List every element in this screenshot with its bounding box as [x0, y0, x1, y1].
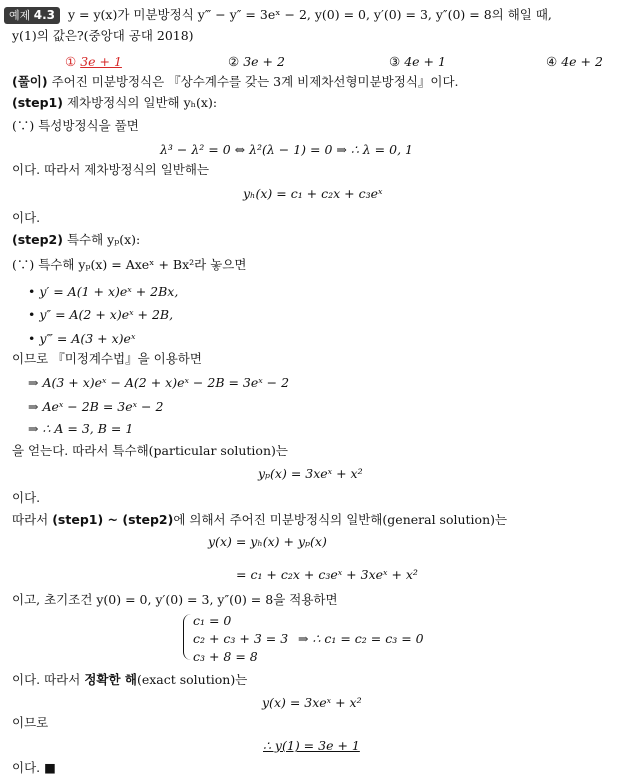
general-intro-a: 따라서: [12, 512, 49, 527]
general-intro: [12, 511, 507, 529]
step1-conclusion: 이다. 따라서 제차방정식의 일반해는: [12, 162, 210, 177]
exact-intro-a: 이다. 따라서: [12, 672, 81, 687]
choice-2-text: 3e + 2: [243, 54, 285, 69]
exact-intro-bold: 정확한 해: [84, 672, 137, 687]
initial-conditions: 이고, 초기조건 y(0) = 0, y′(0) = 3, y″(0) = 8을 적용하면: [12, 592, 338, 607]
step1-reason: (∵) 특성방정식을 풀면: [12, 118, 139, 133]
choice-4[interactable]: [546, 53, 603, 71]
choice-3[interactable]: [389, 53, 446, 71]
step1-label: (step1): [12, 95, 63, 110]
choice-3-mark: ③: [389, 54, 401, 69]
bullet-third-derivative: • y‴ = A(3 + x)eˣ: [28, 331, 136, 346]
bullet-second-text: y″ = A(2 + x)eˣ + 2B,: [39, 307, 174, 322]
choice-2[interactable]: [228, 53, 285, 71]
step2-end: 이다.: [12, 490, 41, 505]
solution-intro: [12, 73, 459, 91]
question-line-2: y(1)의 값은?(중앙대 공대 2018): [12, 28, 194, 43]
therefore-text: 이므로: [12, 715, 49, 730]
badge-number: 4.3: [33, 8, 56, 22]
solution-label: (풀이): [12, 74, 48, 89]
general-solution-line-2: = c₁ + c₂x + c₃eˣ + 3xeˣ + x²: [236, 567, 418, 582]
particular-intro: 을 얻는다. 따라서 특수해(particular solution)는: [12, 443, 288, 458]
general-solution-line-1: y(x) = yₕ(x) + yₚ(x): [208, 534, 327, 549]
example-badge: [4, 7, 60, 24]
system-result: ⇒ ∴ c₁ = c₂ = c₃ = 0: [298, 631, 424, 646]
choice-1-mark: ①: [65, 54, 77, 69]
exact-intro: [12, 671, 247, 689]
final-answer: ∴ y(1) = 3e + 1: [263, 738, 360, 753]
derivation-step-1: ⇒ A(3 + x)eˣ − A(2 + x)eˣ − 2B = 3eˣ − 2: [28, 375, 290, 390]
choice-3-text: 4e + 1: [404, 54, 446, 69]
general-intro-steps: (step1) ~ (step2): [52, 512, 174, 527]
derivation-step-3: ⇒ ∴ A = 3, B = 1: [28, 421, 134, 436]
system-eq-1: c₁ = 0: [193, 613, 232, 628]
step1-title: 제차방정식의 일반해 yₕ(x):: [66, 95, 218, 110]
system-brace: [183, 614, 192, 660]
homogeneous-solution: yₕ(x) = c₁ + c₂x + c₃eˣ: [243, 186, 383, 201]
choice-1[interactable]: [65, 53, 122, 71]
step2-heading: [12, 231, 140, 249]
bullet-first-text: y′ = A(1 + x)eˣ + 2Bx,: [39, 284, 179, 299]
undetermined-coefficients: 이므로 『미정계수법』을 이용하면: [12, 351, 202, 366]
step1-heading: [12, 94, 217, 112]
question-line-1: y = y(x)가 미분방정식 y‴ − y″ = 3eˣ − 2, y(0) = 0, y′(0) = 3, y″(0) = 8의 해일 때,: [68, 7, 552, 22]
step2-reason: (∵) 특수해 yₚ(x) = Axeˣ + Bx²라 놓으면: [12, 257, 247, 272]
exact-solution: y(x) = 3xeˣ + x²: [262, 695, 362, 710]
derivation-step-2: ⇒ Aeˣ − 2B = 3eˣ − 2: [28, 399, 164, 414]
step2-title: 특수해 yₚ(x):: [66, 232, 141, 247]
end-mark: 이다. ■: [12, 760, 56, 775]
system-eq-2: c₂ + c₃ + 3 = 3: [193, 631, 289, 646]
solution-intro-text: 주어진 미분방정식은 『상수계수를 갖는 3계 비제차선형미분방정식』이다.: [51, 74, 459, 89]
exact-intro-c: (exact solution)는: [136, 672, 248, 687]
badge-label: 예제: [9, 9, 31, 22]
system-eq-3: c₃ + 8 = 8: [193, 649, 258, 664]
step2-label: (step2): [12, 232, 63, 247]
general-intro-c: 에 의해서 주어진 미분방정식의 일반해(general solution)는: [173, 512, 508, 527]
bullet-second-derivative: • y″ = A(2 + x)eˣ + 2B,: [28, 307, 174, 322]
particular-solution: yₚ(x) = 3xeˣ + x²: [258, 466, 363, 481]
choice-1-text: 3e + 1: [80, 54, 122, 69]
choice-4-text: 4e + 2: [561, 54, 603, 69]
step1-end: 이다.: [12, 210, 41, 225]
bullet-third-text: y‴ = A(3 + x)eˣ: [39, 331, 136, 346]
characteristic-equation: λ³ − λ² = 0 ⇔ λ²(λ − 1) = 0 ⇒ ∴ λ = 0, 1: [160, 142, 413, 157]
choice-2-mark: ②: [228, 54, 240, 69]
choice-4-mark: ④: [546, 54, 558, 69]
bullet-first-derivative: • y′ = A(1 + x)eˣ + 2Bx,: [28, 284, 179, 299]
